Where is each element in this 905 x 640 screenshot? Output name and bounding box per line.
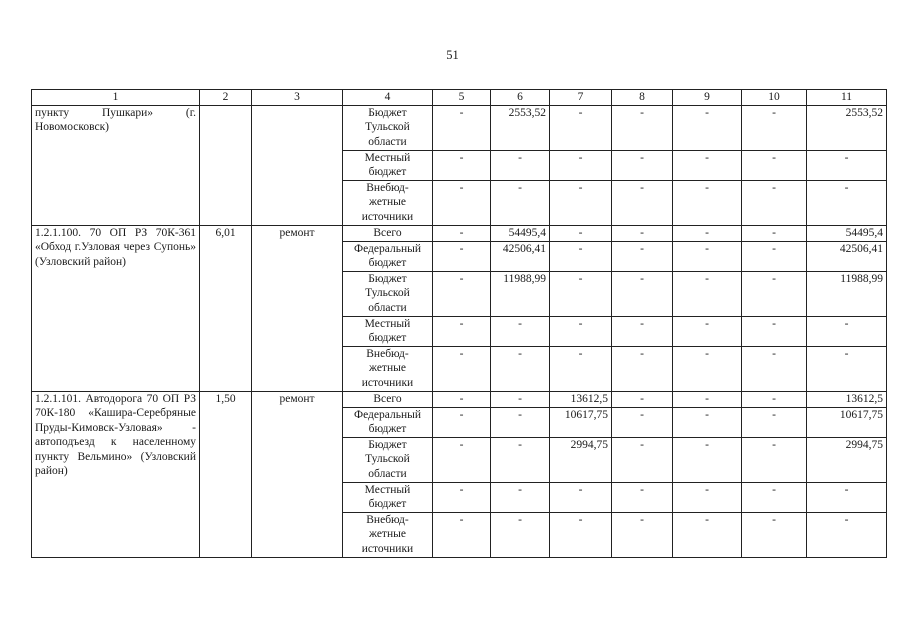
value-cell-col-5: -: [433, 346, 491, 391]
funding-source-label: Бюджет Тульской области: [365, 438, 410, 480]
header-cell-2: 2: [200, 90, 252, 106]
header-cell-6: 6: [491, 90, 550, 106]
value-cell-col-11: 2553,52: [807, 105, 887, 150]
value-cell-col-8: -: [612, 346, 673, 391]
value-cell-col-7: -: [550, 241, 612, 271]
table-body: [32, 90, 887, 558]
length-cell: 1,50: [200, 391, 252, 557]
funding-source-label: Внебюд- жетные источники: [361, 347, 414, 389]
header-cell-7: 7: [550, 90, 612, 106]
length-cell: 6,01: [200, 225, 252, 391]
header-cell-10: 10: [742, 90, 807, 106]
value-cell-col-6: 11988,99: [491, 271, 550, 316]
value-cell-col-6: 42506,41: [491, 241, 550, 271]
value-cell-col-10: -: [742, 437, 807, 482]
value-cell-col-10: -: [742, 225, 807, 241]
funding-source-label: Бюджет Тульской области: [365, 106, 410, 148]
value-cell-col-8: -: [612, 150, 673, 180]
value-cell-col-11: 42506,41: [807, 241, 887, 271]
value-cell-col-10: -: [742, 407, 807, 437]
value-cell-col-5: -: [433, 407, 491, 437]
funding-source-cell: [343, 512, 433, 557]
funding-source-label: Внебюд- жетные источники: [361, 513, 414, 555]
value-cell-col-7: 10617,75: [550, 407, 612, 437]
funding-source-label: Всего: [373, 392, 402, 405]
value-cell-col-10: -: [742, 346, 807, 391]
funding-source-cell: [343, 241, 433, 271]
value-cell-col-11: 11988,99: [807, 271, 887, 316]
object-name-cell: пункту Пушкари» (г. Новомосковск): [32, 105, 200, 225]
value-cell-col-5: -: [433, 482, 491, 512]
value-cell-col-7: -: [550, 225, 612, 241]
funding-source-label: Внебюд- жетные источники: [361, 181, 414, 223]
work-type-cell: ремонт: [252, 225, 343, 391]
work-type-cell: ремонт: [252, 391, 343, 557]
value-cell-col-6: -: [491, 512, 550, 557]
value-cell-col-10: -: [742, 391, 807, 407]
header-row: [32, 90, 887, 106]
value-cell-col-6: 2553,52: [491, 105, 550, 150]
value-cell-col-5: -: [433, 225, 491, 241]
value-cell-col-11: 10617,75: [807, 407, 887, 437]
value-cell-col-11: -: [807, 180, 887, 225]
header-cell-9: 9: [673, 90, 742, 106]
value-cell-col-7: -: [550, 512, 612, 557]
header-cell-11: 11: [807, 90, 887, 106]
value-cell-col-6: -: [491, 407, 550, 437]
value-cell-col-9: -: [673, 346, 742, 391]
value-cell-col-5: -: [433, 241, 491, 271]
value-cell-col-6: -: [491, 346, 550, 391]
value-cell-col-8: -: [612, 316, 673, 346]
value-cell-col-7: 2994,75: [550, 437, 612, 482]
funding-source-cell: [343, 225, 433, 241]
value-cell-col-8: -: [612, 105, 673, 150]
value-cell-col-10: -: [742, 512, 807, 557]
value-cell-col-6: -: [491, 150, 550, 180]
funding-source-cell: [343, 150, 433, 180]
value-cell-col-10: -: [742, 482, 807, 512]
value-cell-col-10: -: [742, 241, 807, 271]
value-cell-col-7: -: [550, 150, 612, 180]
funding-source-cell: [343, 407, 433, 437]
header-cell-4: 4: [343, 90, 433, 106]
value-cell-col-11: -: [807, 150, 887, 180]
work-type-cell: [252, 105, 343, 225]
value-cell-col-7: -: [550, 316, 612, 346]
value-cell-col-8: -: [612, 407, 673, 437]
value-cell-col-11: -: [807, 316, 887, 346]
value-cell-col-6: -: [491, 437, 550, 482]
value-cell-col-9: -: [673, 180, 742, 225]
value-cell-col-9: -: [673, 241, 742, 271]
value-cell-col-6: -: [491, 391, 550, 407]
funding-source-cell: [343, 437, 433, 482]
funding-source-cell: [343, 346, 433, 391]
value-cell-col-6: -: [491, 482, 550, 512]
value-cell-col-8: -: [612, 271, 673, 316]
table-row: [32, 225, 887, 241]
value-cell-col-10: -: [742, 150, 807, 180]
value-cell-col-10: -: [742, 180, 807, 225]
value-cell-col-9: -: [673, 225, 742, 241]
funding-source-label: Местный бюджет: [364, 483, 411, 510]
value-cell-col-9: -: [673, 482, 742, 512]
funding-source-cell: [343, 105, 433, 150]
header-cell-5: 5: [433, 90, 491, 106]
value-cell-col-10: -: [742, 271, 807, 316]
value-cell-col-9: -: [673, 105, 742, 150]
value-cell-col-8: -: [612, 241, 673, 271]
funding-source-label: Местный бюджет: [364, 317, 411, 344]
object-name-cell: 1.2.1.100. 70 ОП РЗ 70К-361 «Обход г.Узловая через Супонь» (Узловский район): [32, 225, 200, 391]
funding-source-label: Федеральный бюджет: [354, 242, 421, 269]
value-cell-col-5: -: [433, 316, 491, 346]
value-cell-col-6: 54495,4: [491, 225, 550, 241]
value-cell-col-9: -: [673, 512, 742, 557]
value-cell-col-11: -: [807, 512, 887, 557]
length-cell: [200, 105, 252, 225]
header-cell-3: 3: [252, 90, 343, 106]
funding-source-label: Всего: [373, 226, 402, 239]
value-cell-col-11: -: [807, 346, 887, 391]
value-cell-col-9: -: [673, 150, 742, 180]
value-cell-col-9: -: [673, 271, 742, 316]
value-cell-col-8: -: [612, 437, 673, 482]
funding-source-cell: [343, 482, 433, 512]
value-cell-col-7: -: [550, 180, 612, 225]
value-cell-col-5: -: [433, 512, 491, 557]
value-cell-col-8: -: [612, 225, 673, 241]
value-cell-col-5: -: [433, 271, 491, 316]
value-cell-col-7: -: [550, 105, 612, 150]
value-cell-col-10: -: [742, 316, 807, 346]
value-cell-col-8: -: [612, 180, 673, 225]
budget-table: [31, 89, 887, 558]
value-cell-col-11: -: [807, 482, 887, 512]
funding-source-label: Местный бюджет: [364, 151, 411, 178]
value-cell-col-8: -: [612, 512, 673, 557]
header-cell-1: 1: [32, 90, 200, 106]
header-cell-8: 8: [612, 90, 673, 106]
funding-source-label: Федеральный бюджет: [354, 408, 421, 435]
value-cell-col-9: -: [673, 437, 742, 482]
value-cell-col-7: -: [550, 271, 612, 316]
value-cell-col-5: -: [433, 180, 491, 225]
value-cell-col-5: -: [433, 437, 491, 482]
value-cell-col-6: -: [491, 180, 550, 225]
value-cell-col-5: -: [433, 150, 491, 180]
table-row: [32, 391, 887, 407]
object-name-cell: 1.2.1.101. Автодорога 70 ОП РЗ 70К-180 «Кашира-Серебряные Пруды-Кимовск-Узловая» - автоподъезд к населенному пункту Вельмино» (Узловский район): [32, 391, 200, 557]
value-cell-col-7: -: [550, 482, 612, 512]
value-cell-col-6: -: [491, 316, 550, 346]
value-cell-col-8: -: [612, 482, 673, 512]
funding-source-cell: [343, 391, 433, 407]
page-number: 51: [446, 48, 459, 62]
funding-source-cell: [343, 180, 433, 225]
funding-source-cell: [343, 316, 433, 346]
value-cell-col-11: 2994,75: [807, 437, 887, 482]
table-row: [32, 105, 887, 150]
value-cell-col-9: -: [673, 391, 742, 407]
funding-source-label: Бюджет Тульской области: [365, 272, 410, 314]
funding-source-cell: [343, 271, 433, 316]
value-cell-col-11: 13612,5: [807, 391, 887, 407]
value-cell-col-5: -: [433, 105, 491, 150]
value-cell-col-9: -: [673, 407, 742, 437]
value-cell-col-9: -: [673, 316, 742, 346]
value-cell-col-7: -: [550, 346, 612, 391]
value-cell-col-8: -: [612, 391, 673, 407]
value-cell-col-10: -: [742, 105, 807, 150]
value-cell-col-7: 13612,5: [550, 391, 612, 407]
value-cell-col-11: 54495,4: [807, 225, 887, 241]
value-cell-col-5: -: [433, 391, 491, 407]
